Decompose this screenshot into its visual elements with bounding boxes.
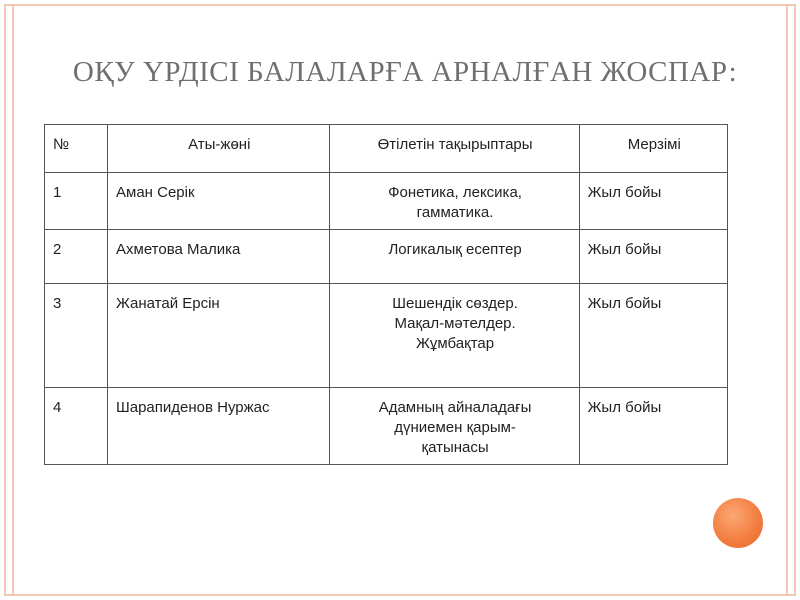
- cell-no: 2: [45, 230, 108, 284]
- header-term: Мерзімі: [579, 125, 727, 173]
- cell-topics: [329, 388, 579, 465]
- frame-left-outer-line: [4, 4, 6, 596]
- header-topics: Өтілетін тақырыптары: [329, 125, 579, 173]
- topic-line: Шешендік сөздер.: [392, 295, 518, 312]
- cell-name: Ахметова Малика: [108, 230, 330, 284]
- header-name: Аты-жөні: [108, 125, 330, 173]
- frame-right-outer-line: [794, 4, 796, 596]
- frame-left-inner-line: [12, 4, 14, 596]
- cell-no: 1: [45, 173, 108, 230]
- header-no: №: [45, 125, 108, 173]
- topic-line: Жұмбақтар: [416, 335, 495, 352]
- cell-term: Жыл бойы: [579, 230, 727, 284]
- cell-term: Жыл бойы: [579, 284, 727, 388]
- cell-name: Шарапиденов Нуржас: [108, 388, 330, 465]
- topic-line: Логикалық есептер: [388, 241, 522, 258]
- topic-line: қатынасы: [421, 439, 489, 456]
- table-row: [45, 284, 728, 388]
- cell-term: Жыл бойы: [579, 388, 727, 465]
- topic-line: Мақал-мәтелдер.: [394, 315, 516, 332]
- plan-table: [44, 124, 728, 465]
- cell-name: Аман Серік: [108, 173, 330, 230]
- table-header-row: [45, 125, 728, 173]
- cell-no: 3: [45, 284, 108, 388]
- slide-title: ОҚУ ҮРДІСІ БАЛАЛАРҒА АРНАЛҒАН ЖОСПАР:: [72, 56, 738, 88]
- cell-name: Жанатай Ерсін: [108, 284, 330, 388]
- topic-line: гамматика.: [416, 204, 494, 221]
- table-row: [45, 173, 728, 230]
- topic-line: дүниемен қарым-: [394, 419, 516, 436]
- cell-topics: [329, 173, 579, 230]
- table-row: [45, 388, 728, 465]
- cell-topics: [329, 230, 579, 284]
- topic-line: Адамның айналадағы: [378, 399, 532, 416]
- cell-topics: [329, 284, 579, 388]
- cell-no: 4: [45, 388, 108, 465]
- frame-bottom-line: [4, 594, 796, 596]
- orange-circle-decoration: [713, 498, 763, 548]
- topic-line: Фонетика, лексика,: [388, 184, 522, 201]
- frame-right-inner-line: [786, 4, 788, 596]
- cell-term: Жыл бойы: [579, 173, 727, 230]
- frame-top-line: [4, 4, 796, 6]
- table-row: [45, 230, 728, 284]
